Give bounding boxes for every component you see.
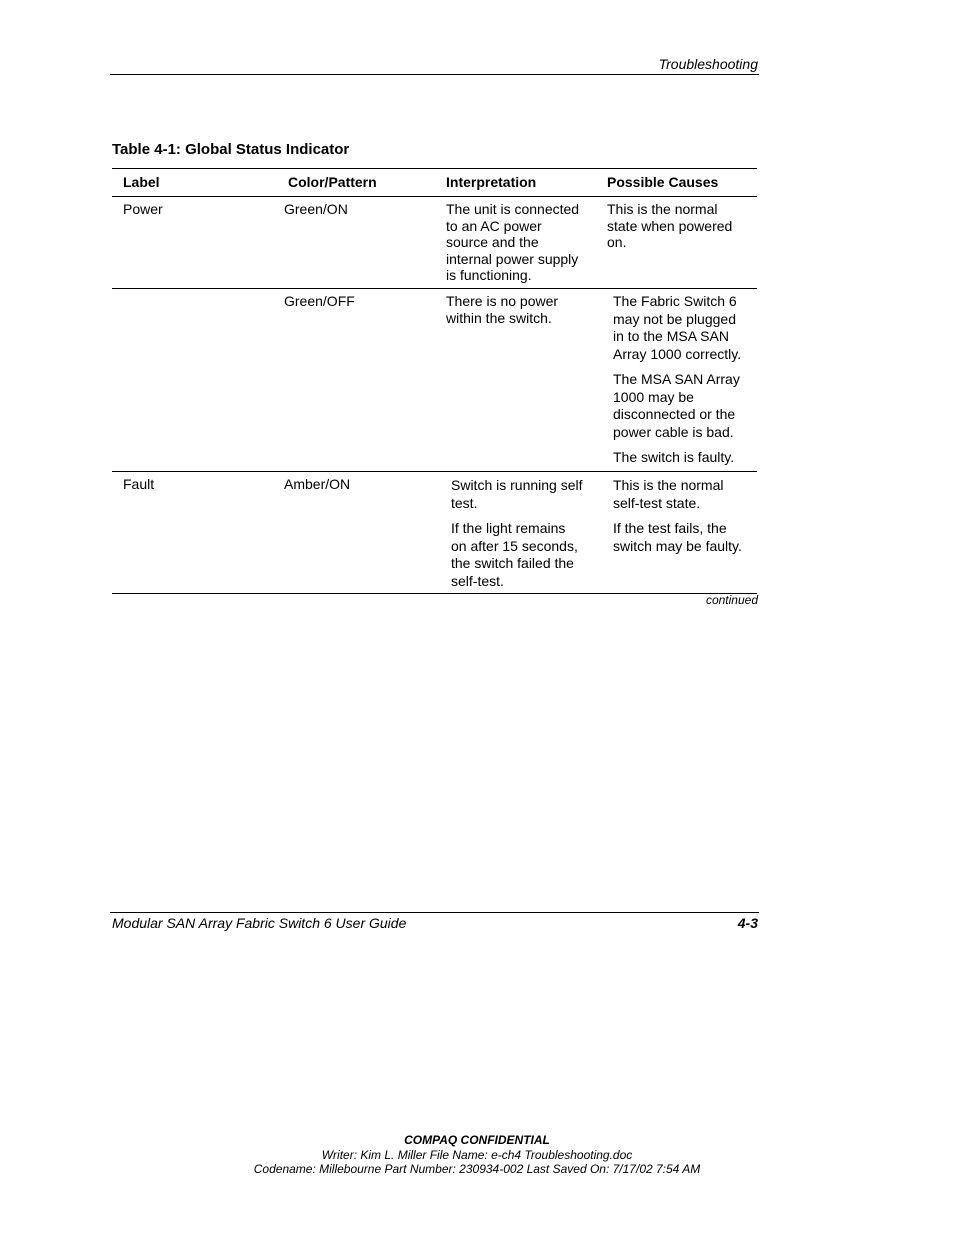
continued-note: continued [705, 593, 758, 607]
cell-possible-cause: The MSA SAN Array 1000 may be disconnected or the power cable is bad. [613, 371, 740, 440]
column-header-interpretation: Interpretation [446, 174, 537, 190]
cell-color-pattern: Amber/ON [284, 476, 351, 492]
column-header-possible-causes: Possible Causes [607, 174, 719, 190]
cell-interpretation: The unit is connected to an AC power source and the internal power supply is functioning. [446, 201, 580, 283]
cell-possible-cause: If the test fails, the switch may be faulty. [613, 520, 742, 554]
column-header-color-pattern: Color/Pattern [288, 174, 377, 190]
footer-page-number: 4-3 [737, 915, 758, 931]
confidential-writer-line: Writer: Kim L. Miller File Name: e-ch4 Troubleshooting.doc [321, 1148, 633, 1162]
cell-possible-cause: This is the normal self-test state. [613, 477, 724, 511]
running-header-section: Troubleshooting [658, 56, 758, 72]
cell-color-pattern: Green/ON [284, 201, 348, 217]
confidential-title: COMPAQ CONFIDENTIAL [404, 1133, 550, 1147]
cell-possible-cause: The Fabric Switch 6 may not be plugged in to the MSA SAN Array 1000 correctly. [613, 293, 742, 362]
table-title: Table 4-1: Global Status Indicator [112, 141, 350, 158]
cell-interpretation: If the light remains on after 15 seconds, the switch failed the self-test. [451, 520, 578, 589]
cell-color-pattern: Green/OFF [284, 293, 355, 309]
cell-possible-cause: This is the normal state when powered on. [607, 201, 733, 250]
header-rule [110, 74, 759, 75]
footer-guide-title: Modular SAN Array Fabric Switch 6 User Guide [112, 915, 407, 931]
table-row-rule [112, 288, 757, 289]
column-header-label: Label [123, 174, 160, 190]
cell-label: Power [123, 201, 163, 217]
confidential-codename-line: Codename: Millebourne Part Number: 230934-002 Last Saved On: 7/17/02 7:54 AM [253, 1162, 701, 1176]
footer-rule [110, 912, 759, 913]
cell-interpretation: There is no power within the switch. [446, 293, 559, 326]
cell-label: Fault [123, 476, 155, 492]
cell-possible-cause: The switch is faulty. [613, 449, 735, 465]
cell-interpretation: Switch is running self test. [451, 477, 583, 511]
table-top-rule [112, 168, 757, 169]
table-row-rule [112, 471, 757, 472]
table-header-rule [112, 196, 757, 197]
